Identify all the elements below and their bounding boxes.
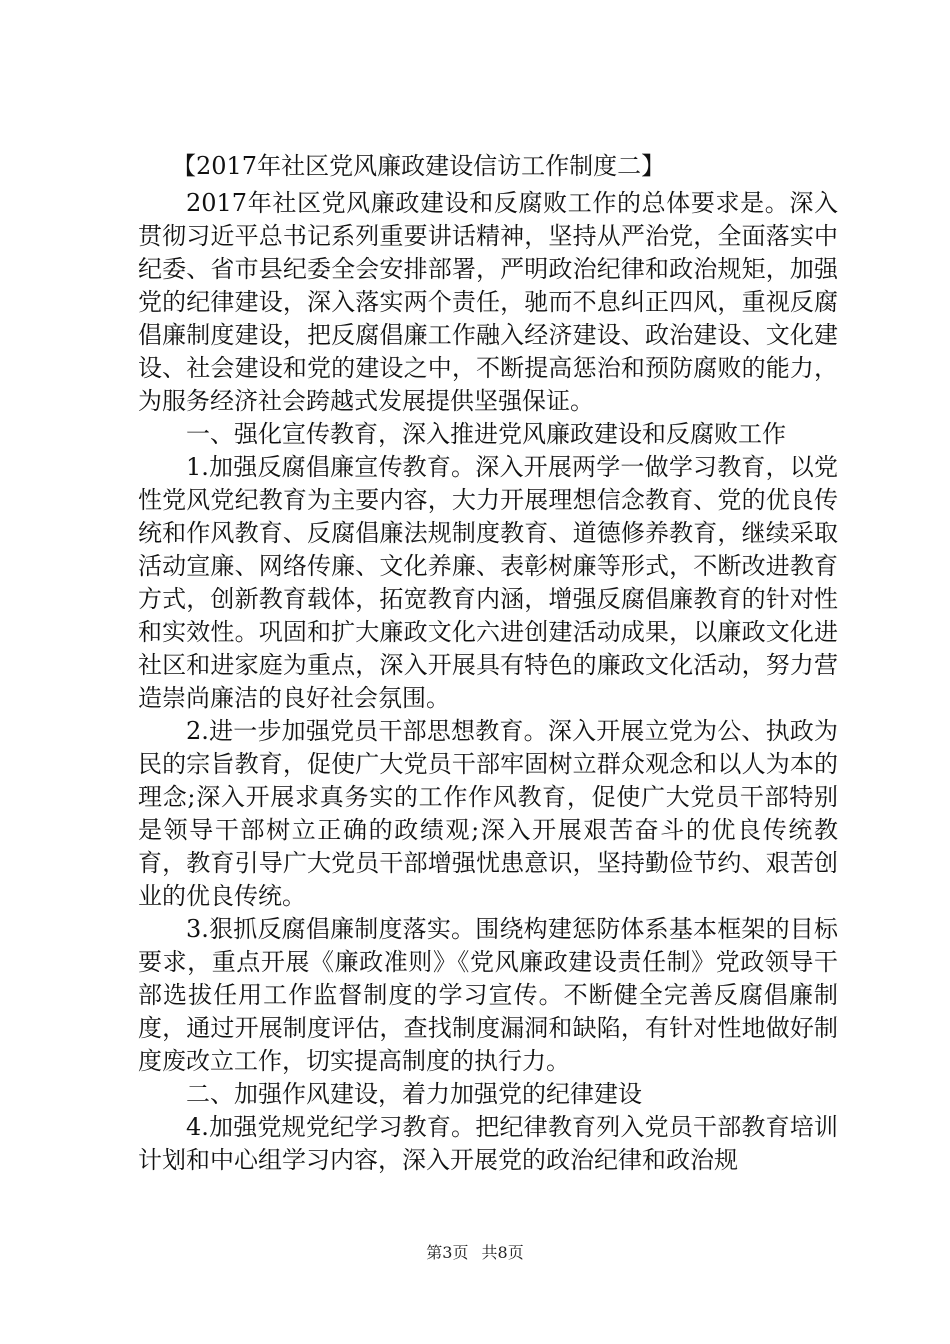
paragraph-item-4: 4.加强党规党纪学习教育。把纪律教育列入党员干部教育培训计划和中心组学习内容，深入开展党的政治纪律和政治规 xyxy=(138,1113,838,1174)
page-footer xyxy=(0,1240,950,1263)
document-title: 【2017年社区党风廉政建设信访工作制度二】 xyxy=(172,152,666,180)
paragraph-intro: 2017年社区党风廉政建设和反腐败工作的总体要求是。深入贯彻习近平总书记系列重要讲话精神，坚持从严治党，全面落实中纪委、省市县纪委全会安排部署，严明政治纪律和政治规矩，加强党的纪律建设，深入落实两个责任，驰而不息纠正四风，重视反腐倡廉制度建设，把反腐倡廉工作融入经济建设、政治建设、文化建设、社会建设和党的建设之中，不断提高惩治和预防腐败的能力，为服务经济社会跨越式发展提供坚强保证。 xyxy=(138,189,838,415)
page-number-current: 第3页 xyxy=(426,1243,469,1262)
paragraph-item-3: 3.狠抓反腐倡廉制度落实。围绕构建惩防体系基本框架的目标要求，重点开展《廉政准则》《党风廉政建设责任制》党政领导干部选拔任用工作监督制度的学习宣传。不断健全完善反腐倡廉制度，通过开展制度评估，查找制度漏洞和缺陷，有针对性地做好制度废改立工作，切实提高制度的执行力。 xyxy=(138,915,838,1075)
document-body xyxy=(138,150,838,1177)
paragraph-item-1: 1.加强反腐倡廉宣传教育。深入开展两学一做学习教育，以党性党风党纪教育为主要内容，大力开展理想信念教育、党的优良传统和作风教育、反腐倡廉法规制度教育、道德修养教育，继续采取活动宣廉、网络传廉、文化养廉、表彰树廉等形式，不断改进教育方式，创新教育载体，拓宽教育内涵，增强反腐倡廉教育的针对性和实效性。巩固和扩大廉政文化六进创建活动成果，以廉政文化进社区和进家庭为重点，深入开展具有特色的廉政文化活动，努力营造崇尚廉洁的良好社会氛围。 xyxy=(138,453,838,712)
page-number-total: 共8页 xyxy=(481,1243,524,1262)
section-heading-1: 一、强化宣传教育，深入推进党风廉政建设和反腐败工作 xyxy=(186,420,786,448)
paragraph-item-2: 2.进一步加强党员干部思想教育。深入开展立党为公、执政为民的宗旨教育，促使广大党员干部牢固树立群众观念和以人为本的理念;深入开展求真务实的工作作风教育，促使广大党员干部特别是领导干部树立正确的政绩观;深入开展艰苦奋斗的优良传统教育，教育引导广大党员干部增强忧患意识，坚持勤俭节约、艰苦创业的优良传统。 xyxy=(138,717,838,910)
section-heading-2: 二、加强作风建设，着力加强党的纪律建设 xyxy=(186,1080,642,1108)
